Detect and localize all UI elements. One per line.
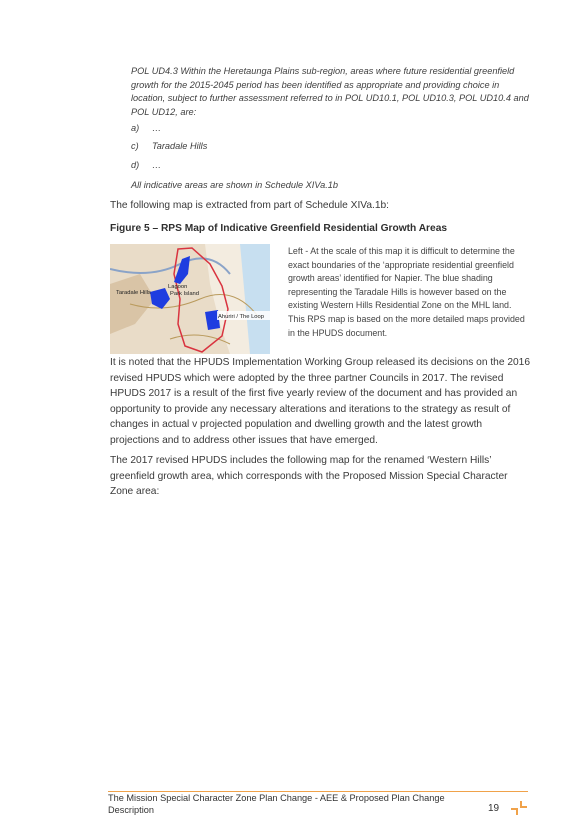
map-label-loop: Ahuriri / The Loop: [218, 314, 264, 320]
map-label-park-island: Park Island: [170, 291, 199, 297]
figure-title: Figure 5 – RPS Map of Indicative Greenfield Residential Growth Areas: [110, 223, 448, 234]
policy-item-d: [131, 160, 161, 170]
policy-item-a: [131, 123, 161, 133]
policy-item-text: …: [152, 123, 162, 133]
map-label-lagoon: Lagoon: [168, 284, 188, 290]
policy-item-label: a): [131, 123, 140, 133]
policy-item-label: c): [131, 141, 139, 151]
rps-map-image: [110, 244, 270, 354]
western-hills-paragraph: The 2017 revised HPUDS includes the following map for the renamed ‘Western Hills’ greenfield growth area, which corresponds with the Proposed Mission Special Character Zone area:: [110, 455, 508, 498]
footer-divider: [108, 791, 528, 792]
figure-caption: Left - At the scale of this map it is difficult to determine the exact boundaries of the ‘appropriate residential greenfield growth areas’ identified for Napier. The blue shading representing the Taradale Hills is however based on the existing Western Hills Residential Zone on the MHL land. This RPS map is based on the more detailed maps provided in the HPUDS document.: [288, 246, 525, 338]
footer-title: The Mission Special Character Zone Plan Change - AEE & Proposed Plan Change Description: [108, 793, 445, 815]
map-label-taradale-hills: Taradale Hills: [116, 290, 151, 296]
page-number: 19: [488, 803, 500, 814]
policy-item-label: d): [131, 160, 140, 170]
brand-logo-icon: [510, 800, 528, 816]
policy-intro: POL UD4.3 Within the Heretaunga Plains sub-region, areas where future residential greenfield growth for the 2015-2045 period has been identified as appropriate and providing choice in location, subject to further assessment referred to in POL UD10.1, POL UD10.3, POL UD10.4 and POL UD12, are:: [131, 66, 529, 117]
policy-item-c: [131, 141, 207, 151]
hpuds-paragraph: It is noted that the HPUDS Implementation Working Group released its decisions on the 2016 revised HPUDS which were adopted by the three partner Councils in 2017. The revised HPUDS 2017 is a result of the first five yearly review of the document and has provided an opportunity to provide any necessary alterations and iterations to the strategy as result of changes in actual v projected population and dwelling growth and the latest growth projections and to address other issues that have emerged.: [110, 357, 530, 446]
policy-note: All indicative areas are shown in Schedule XIVa.1b: [131, 180, 339, 190]
intro-paragraph: The following map is extracted from part of Schedule XIVa.1b:: [110, 200, 389, 211]
policy-item-text: …: [152, 160, 162, 170]
policy-item-text: Taradale Hills: [152, 141, 208, 151]
